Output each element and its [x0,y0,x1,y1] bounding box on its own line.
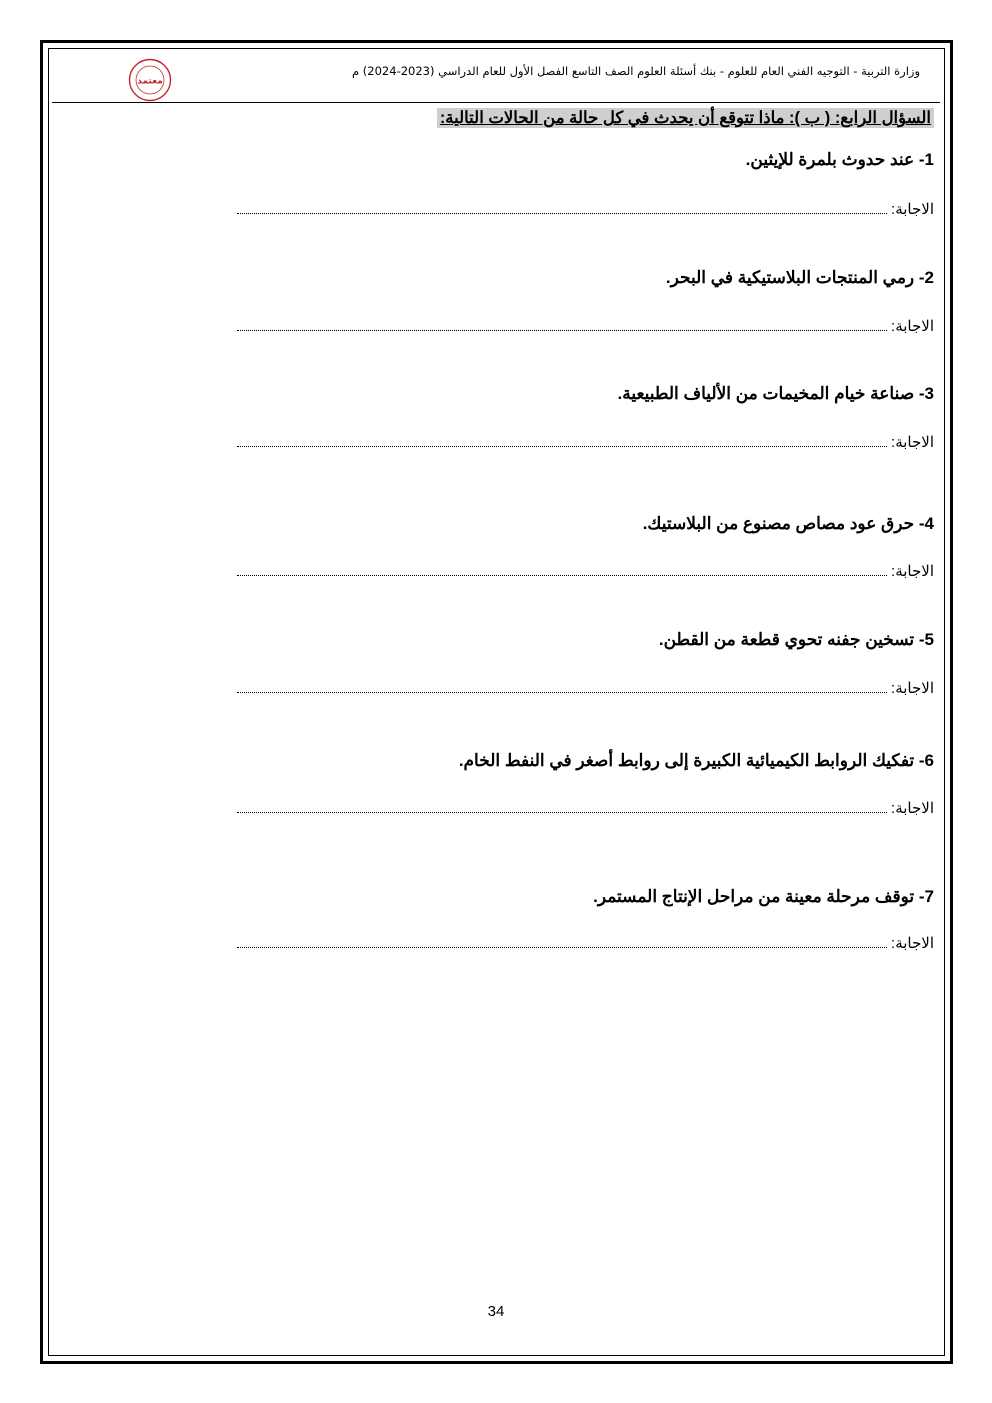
answer-blank[interactable] [237,201,887,214]
answer-row[interactable] [214,200,934,218]
answer-label: الاجابة: [891,680,934,697]
question-item [214,630,934,650]
question-item [214,268,934,288]
answer-row[interactable] [214,934,934,952]
answer-row[interactable] [214,799,934,817]
page-number: 34 [487,1303,505,1320]
question-text: 4- حرق عود مصاص مصنوع من البلاستيك. [642,514,934,533]
question-item [214,384,934,404]
answer-blank[interactable] [237,680,887,693]
answer-label: الاجابة: [891,563,934,580]
ministry-seal-icon [128,58,172,102]
question-text: 3- صناعة خيام المخيمات من الألياف الطبيعية. [617,384,934,403]
question-text: 7- توقف مرحلة معينة من مراحل الإنتاج المستمر. [593,887,934,906]
page-border-inner [48,48,945,1356]
answer-row[interactable] [214,317,934,335]
seal-label: معتمد [137,76,163,87]
answer-label: الاجابة: [891,434,934,451]
answer-label: الاجابة: [891,318,934,335]
answer-row[interactable] [214,679,934,697]
header-title: وزارة التربية - التوجيه الفني العام للعلوم - بنك أسئلة العلوم الصف التاسع الفصل الأول للعام الدراسي (2023-2024) م [352,64,920,78]
question-text: 6- تفكيك الروابط الكيميائية الكبيرة إلى روابط أصغر في النفط الخام. [458,751,934,770]
question-item [214,751,934,771]
question-title: السؤال الرابع: ( ب ): ماذا تتوقع أن يحدث في كل حالة من الحالات التالية: [437,108,934,128]
answer-label: الاجابة: [891,935,934,952]
answer-row[interactable] [214,562,934,580]
question-text: 1- عند حدوث بلمرة للإيثين. [745,150,934,169]
question-item [214,150,934,170]
answer-blank[interactable] [237,434,887,447]
answer-blank[interactable] [237,318,887,331]
answer-blank[interactable] [237,563,887,576]
answer-label: الاجابة: [891,201,934,218]
question-text: 2- رمي المنتجات البلاستيكية في البحر. [665,268,934,287]
question-text: 5- تسخين جفنه تحوي قطعة من القطن. [658,630,934,649]
answer-blank[interactable] [237,800,887,813]
answer-label: الاجابة: [891,800,934,817]
question-item [214,887,934,907]
question-item [214,514,934,534]
page-header [52,52,940,103]
answer-blank[interactable] [237,935,887,948]
answer-row[interactable] [214,433,934,451]
